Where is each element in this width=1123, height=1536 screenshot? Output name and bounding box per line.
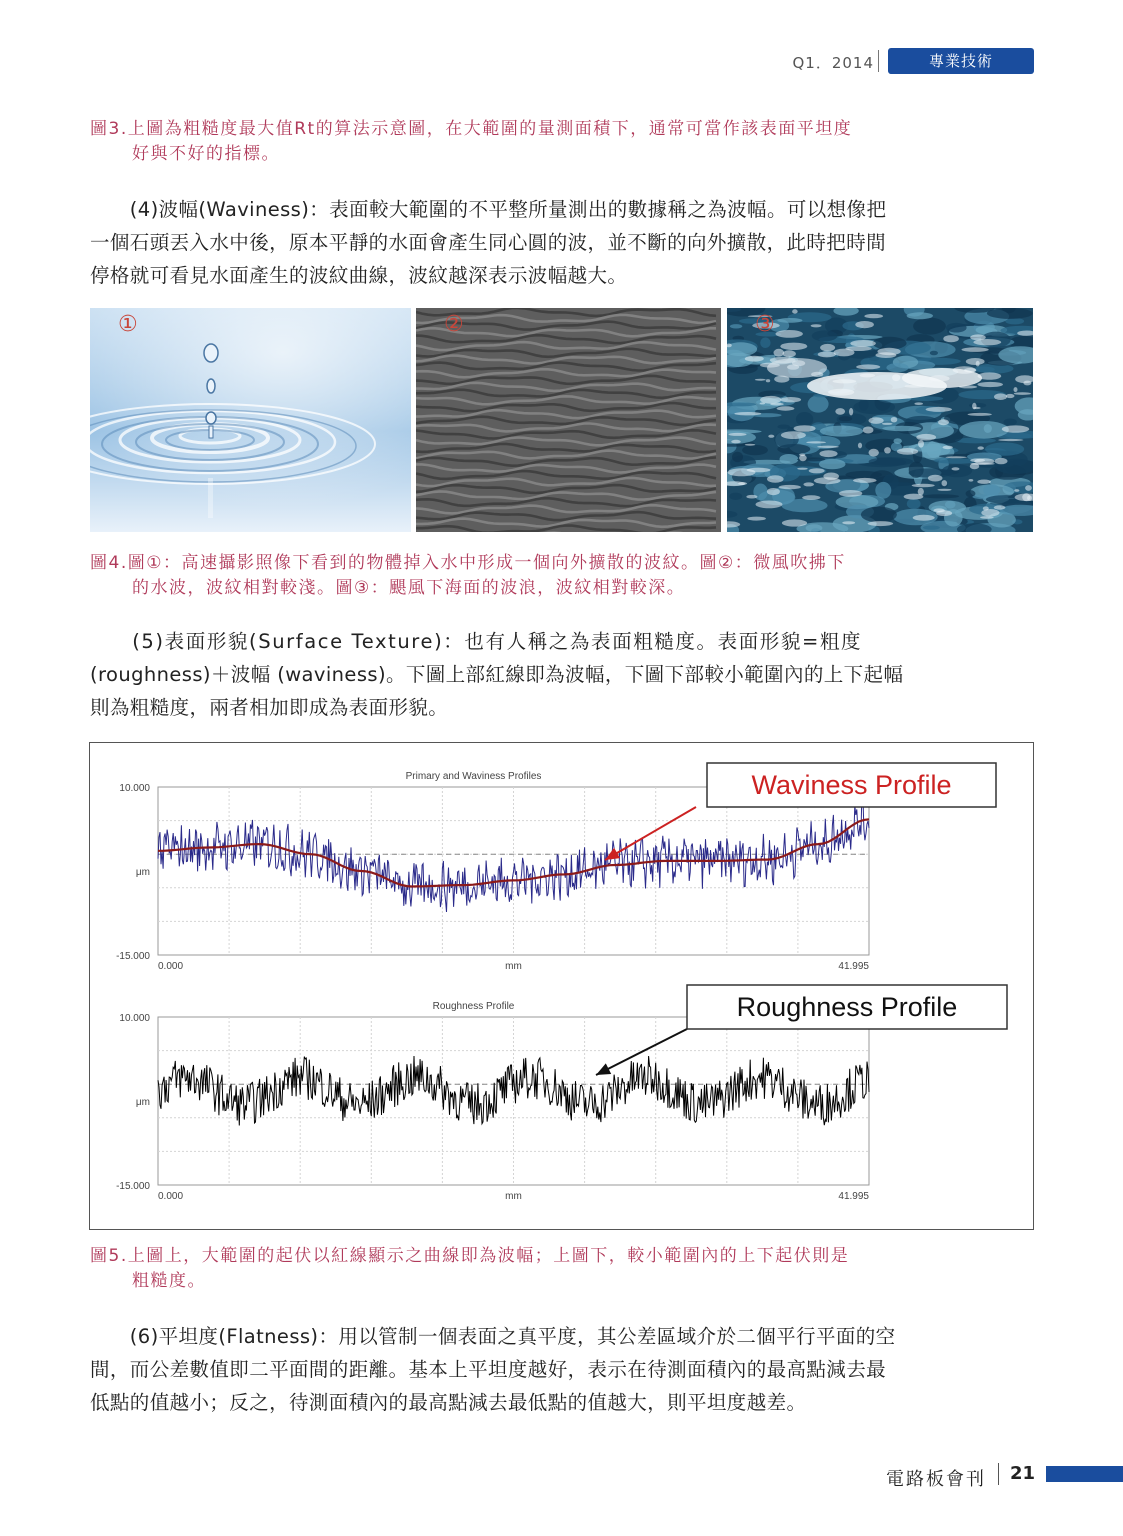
sea-foam bbox=[916, 434, 936, 441]
sea-foam bbox=[937, 489, 951, 491]
sea-foam bbox=[913, 515, 935, 521]
x-tick-label: 0.000 bbox=[158, 961, 184, 972]
sea-texture bbox=[894, 438, 902, 444]
para5-line1: (5)表面形貌(Surface Texture)：也有人稱之為表面粗糙度。表面形貌=粗度 bbox=[90, 630, 863, 653]
sea-texture bbox=[732, 452, 743, 462]
sea-foam bbox=[897, 448, 918, 455]
footer-divider bbox=[998, 1463, 999, 1485]
sea-foam bbox=[774, 349, 785, 357]
chart-title: Roughness Profile bbox=[432, 1001, 515, 1012]
sea-foam bbox=[1006, 394, 1015, 398]
sea-foam bbox=[755, 379, 766, 381]
sea-foam bbox=[918, 440, 924, 448]
sea-foam bbox=[994, 393, 1007, 400]
photo-stormy-sea bbox=[727, 308, 1033, 532]
sea-foam bbox=[868, 521, 893, 526]
sea-foam bbox=[756, 501, 783, 509]
sea-foam bbox=[814, 477, 841, 484]
sea-texture bbox=[796, 412, 813, 426]
sea-foam bbox=[995, 458, 1008, 464]
sea-foam bbox=[882, 423, 893, 425]
fig5-caption-line2: 粗糙度。 bbox=[132, 1271, 206, 1291]
para5-line2: (roughness)＋波幅 (waviness)。下圖上部紅線即為波幅，下圖下部較小範圍內的上下起幅 bbox=[90, 663, 904, 686]
sea-texture bbox=[882, 426, 921, 431]
sea-texture bbox=[872, 337, 906, 350]
sea-foam bbox=[820, 344, 835, 351]
sea-texture bbox=[778, 425, 790, 429]
sea-foam bbox=[839, 490, 862, 497]
sea-foam bbox=[977, 382, 1003, 387]
sea-foam bbox=[745, 444, 756, 446]
sea-foam bbox=[856, 364, 880, 369]
sea-foam bbox=[928, 475, 943, 482]
footer-journal-title: 電路板會刊 bbox=[886, 1469, 986, 1490]
sea-texture bbox=[913, 318, 946, 335]
annotation-label: Roughness Profile bbox=[736, 992, 958, 1022]
sea-foam bbox=[780, 397, 801, 402]
para6-line2: 間，而公差數值即二平面間的距離。基本上平坦度越好，表示在待測面積內的最高點減去最 bbox=[90, 1358, 887, 1381]
sea-foam bbox=[946, 456, 967, 458]
profile-charts-svg bbox=[90, 743, 1033, 1229]
fig3-caption-line2: 好與不好的指標。 bbox=[132, 144, 280, 164]
fig4-caption-line2: 的水波，波紋相對較淺。圖③：颶風下海面的波浪，波紋相對較深。 bbox=[132, 578, 686, 598]
fig3-caption-line1: 圖3.上圖為粗糙度最大值Rt的算法示意圖，在大範圍的量測面積下，通常可當作該表面平坦度 bbox=[90, 119, 853, 139]
sea-foam bbox=[1014, 387, 1018, 392]
sea-foam bbox=[981, 509, 999, 516]
sea-texture bbox=[946, 323, 967, 333]
x-tick-label: mm bbox=[505, 1191, 522, 1202]
sea-foam bbox=[1027, 495, 1032, 501]
para4-line3: 停格就可看見水面產生的波紋曲線，波紋越深表示波幅越大。 bbox=[90, 264, 628, 287]
sea-texture bbox=[839, 416, 852, 421]
sea-texture bbox=[1005, 318, 1024, 324]
x-tick-label: 41.995 bbox=[838, 1191, 869, 1202]
sea-foam bbox=[891, 417, 898, 422]
sea-foam bbox=[858, 443, 862, 449]
sea-foam bbox=[943, 335, 959, 342]
sea-foam bbox=[912, 484, 935, 487]
chart-panel bbox=[116, 985, 1007, 1202]
header-divider bbox=[878, 50, 879, 72]
sea-foam bbox=[794, 425, 816, 432]
para6-line3: 低點的值越小；反之，待測面積內的最高點減去最低點的值越大，則平坦度越差。 bbox=[90, 1391, 807, 1414]
sea-texture bbox=[780, 454, 799, 464]
section-tag: 專業技術 bbox=[888, 48, 1034, 74]
sea-foam bbox=[776, 330, 803, 338]
sea-texture bbox=[907, 312, 933, 319]
sea-texture bbox=[808, 395, 829, 412]
annotation-label: Waviness Profile bbox=[751, 770, 952, 800]
fig3-caption bbox=[90, 117, 1035, 167]
para4-line1: (4)波幅(Waviness)：表面較大範圍的不平整所量測出的數據稱之為波幅。可以想像把 bbox=[90, 198, 887, 221]
y-tick-label: μm bbox=[135, 867, 150, 878]
sea-foam bbox=[983, 506, 989, 510]
sea-foam bbox=[746, 495, 757, 499]
x-tick-label: mm bbox=[505, 961, 522, 972]
sea-texture bbox=[853, 400, 895, 414]
sea-texture bbox=[777, 318, 802, 323]
sea-foam bbox=[877, 348, 900, 355]
sea-foam bbox=[966, 358, 985, 365]
sea-texture bbox=[922, 494, 959, 498]
sea-foam bbox=[904, 494, 924, 500]
para6-line1: (6)平坦度(Flatness)：用以管制一個表面之真平度，其公差區域介於二個平行平面的空 bbox=[90, 1325, 896, 1348]
photo-breeze-ripples bbox=[416, 308, 721, 532]
sea-foam bbox=[855, 321, 874, 328]
sea-foam bbox=[943, 446, 953, 450]
sea-foam bbox=[998, 439, 1023, 441]
sea-foam bbox=[781, 431, 806, 439]
sea-foam bbox=[938, 419, 949, 425]
sea-foam bbox=[745, 356, 764, 362]
sea-foam bbox=[952, 467, 960, 470]
sea-texture bbox=[942, 464, 972, 477]
sea-foam bbox=[970, 463, 995, 465]
sea-foam bbox=[731, 440, 741, 444]
paragraph-surface-texture bbox=[90, 625, 1035, 724]
sea-foam bbox=[817, 446, 839, 448]
x-tick-label: 0.000 bbox=[158, 1191, 184, 1202]
paragraph-flatness bbox=[90, 1320, 1035, 1419]
sea-foam bbox=[914, 402, 923, 405]
sea-foam bbox=[779, 485, 801, 489]
sea-foam bbox=[980, 516, 994, 519]
sea-foam bbox=[869, 449, 879, 457]
sea-foam bbox=[994, 505, 1006, 509]
y-tick-label: -15.000 bbox=[116, 951, 150, 962]
sea-foam bbox=[936, 510, 952, 516]
fig5-caption-line1: 圖5.上圖上，大範圍的起伏以紅線顯示之曲線即為波幅；上圖下，較小範圍內的上下起伏則是 bbox=[90, 1246, 850, 1266]
sea-foam bbox=[747, 468, 771, 473]
sea-foam bbox=[942, 480, 948, 486]
page-number: 21 bbox=[1010, 1463, 1036, 1484]
sea-texture bbox=[923, 526, 940, 530]
paragraph-waviness bbox=[90, 193, 1035, 292]
sea-texture bbox=[869, 457, 913, 465]
sea-foam bbox=[802, 495, 820, 500]
sea-texture bbox=[959, 421, 1009, 439]
sea-foam bbox=[884, 447, 891, 453]
issue-label: Q1．2014 bbox=[792, 54, 874, 72]
sea-foam bbox=[962, 347, 989, 352]
sea-texture bbox=[729, 493, 742, 500]
sea-foam bbox=[770, 403, 784, 406]
x-tick-label: 41.995 bbox=[838, 961, 869, 972]
sea-foam bbox=[869, 417, 884, 424]
sea-foam bbox=[842, 521, 855, 524]
sea-foam bbox=[970, 458, 985, 462]
sea-foam bbox=[818, 351, 836, 357]
sea-texture bbox=[930, 351, 938, 356]
sea-foam bbox=[792, 309, 798, 313]
sea-foam bbox=[976, 361, 980, 367]
sea-texture bbox=[973, 367, 994, 373]
sea-texture bbox=[742, 445, 768, 455]
fig4-caption bbox=[90, 551, 1035, 601]
sea-texture bbox=[886, 363, 908, 372]
sea-foam bbox=[1002, 425, 1029, 432]
sea-foam bbox=[811, 324, 822, 327]
sea-foam bbox=[1014, 392, 1031, 395]
sea-foam bbox=[969, 479, 974, 482]
sea-foam bbox=[783, 350, 796, 357]
sea-foam bbox=[767, 488, 780, 495]
sea-texture bbox=[907, 499, 921, 509]
sea-texture bbox=[806, 524, 823, 532]
sea-foam bbox=[766, 379, 770, 382]
sea-texture bbox=[1004, 419, 1017, 426]
fig4-caption-line1: 圖4.圖①：高速攝影照像下看到的物體掉入水中形成一個向外擴散的波紋。圖②：微風吹拂下 bbox=[90, 553, 846, 573]
sea-foam bbox=[1014, 489, 1019, 492]
sea-foam bbox=[977, 480, 991, 484]
sea-texture bbox=[861, 507, 897, 523]
para4-line2: 一個石頭丟入水中後，原本平靜的水面會產生同心圓的波，並不斷的向外擴散，此時把時間 bbox=[90, 231, 887, 254]
chart-title: Primary and Waviness Profiles bbox=[405, 771, 542, 782]
sea-foam bbox=[799, 455, 807, 461]
sea-foam bbox=[767, 475, 784, 483]
sea-foam bbox=[780, 343, 807, 350]
chart-panel bbox=[116, 763, 996, 972]
sea-foam bbox=[849, 408, 853, 415]
sea-foam bbox=[782, 519, 807, 526]
footer-accent-bar bbox=[1046, 1466, 1123, 1482]
sea-foam bbox=[853, 478, 877, 483]
fig5-caption bbox=[90, 1244, 1035, 1294]
y-tick-label: μm bbox=[135, 1097, 150, 1108]
para5-line3: 則為粗糙度，兩者相加即成為表面形貌。 bbox=[90, 696, 449, 719]
sea-texture bbox=[987, 308, 1033, 319]
sea-foam bbox=[768, 435, 774, 438]
sea-foam bbox=[747, 517, 766, 521]
y-tick-label: 10.000 bbox=[119, 1013, 150, 1024]
sea-foam bbox=[973, 339, 1001, 345]
sea-foam bbox=[777, 406, 795, 410]
sea-foam bbox=[803, 482, 814, 486]
photo2-number: ② bbox=[444, 312, 464, 337]
y-tick-label: 10.000 bbox=[119, 783, 150, 794]
sea-foam bbox=[728, 433, 746, 436]
sea-foam bbox=[734, 412, 761, 415]
sea-foam bbox=[926, 407, 952, 412]
sea-foam bbox=[845, 346, 871, 351]
sea-foam bbox=[797, 468, 808, 470]
sea-foam bbox=[1025, 485, 1032, 491]
photo-water-drop bbox=[90, 308, 411, 532]
sea-texture bbox=[760, 337, 770, 348]
photo3-number: ③ bbox=[755, 312, 775, 337]
sea-foam bbox=[863, 427, 874, 434]
sea-texture bbox=[875, 482, 891, 499]
sea-foam bbox=[819, 450, 837, 457]
y-tick-label: -15.000 bbox=[116, 1181, 150, 1192]
sea-foam bbox=[968, 413, 992, 416]
sea-foam bbox=[760, 396, 781, 404]
photo1-number: ① bbox=[118, 312, 138, 337]
sea-foam bbox=[864, 314, 883, 318]
sea-texture bbox=[730, 324, 742, 328]
sea-foam bbox=[809, 468, 825, 473]
wave-crest bbox=[902, 368, 982, 388]
profile-charts bbox=[89, 742, 1034, 1230]
sea-foam bbox=[850, 340, 876, 347]
sea-foam bbox=[972, 403, 976, 410]
sea-texture bbox=[812, 330, 838, 341]
sea-texture bbox=[820, 426, 863, 437]
sea-foam bbox=[835, 408, 845, 415]
sea-foam bbox=[978, 446, 984, 449]
sea-foam bbox=[806, 441, 826, 443]
wave-crest bbox=[767, 358, 827, 378]
